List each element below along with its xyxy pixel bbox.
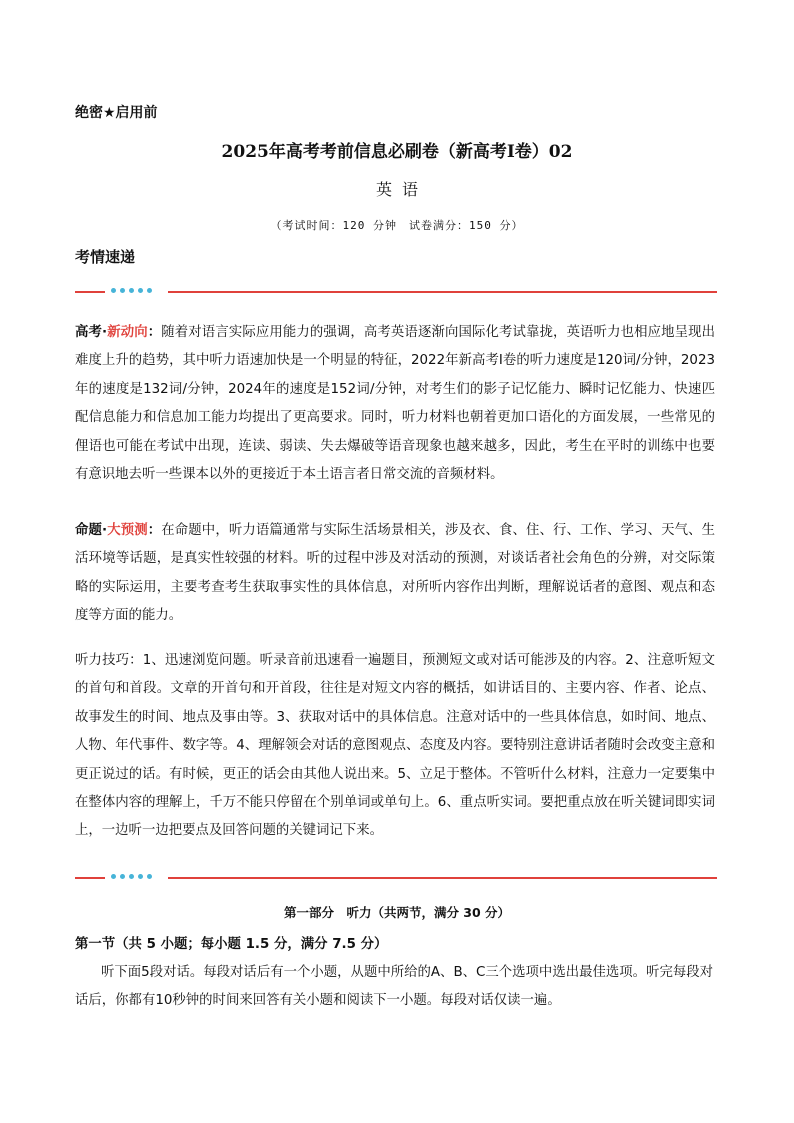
trend-label-colon: ： [147, 325, 162, 340]
divider-dot [138, 288, 143, 293]
divider-line-right [168, 877, 717, 879]
prediction-label-colon: ： [147, 523, 162, 538]
divider-dot [147, 288, 152, 293]
divider-dot [138, 874, 143, 879]
divider-dot [120, 288, 125, 293]
divider-dots [111, 874, 152, 879]
confidential-label: 绝密★启用前 [75, 105, 158, 121]
listening-instructions: 听下面5段对话。每段对话后有一个小题，从题中所给的A、B、C三个选项中选出最佳选项。听完每段对话后，你都有10秒钟的时间来回答有关小题和阅读下一小题。每段对话仅读一遍。 [75, 965, 714, 1009]
tips-paragraph [75, 647, 715, 846]
divider-dots [111, 288, 152, 293]
trend-text: 随着对语言实际应用能力的强调，高考英语逐渐向国际化考试靠拢，英语听力也相应地呈现出难度上升的趋势，其中听力语速加快是一个明显的特征，2022年新高考Ⅰ卷的听力速度是120词/分钟，2023年的速度是132词/分钟，2024年的速度是152词/分钟，对考生们的影子记忆能力、瞬时记忆能力、快速匹配信息能力和信息加工能力均提出了更高要求。同时，听力材料也朝着更加口语化的方面发展，一些常见的俚语也可能在考试中出现，连读、弱读、失去爆破等语音现象也越来越多，因此，考生在平时的训练中也要有意识地去听一些课本以外的更接近于本土语言者日常交流的音频材料。 [75, 325, 716, 483]
page-title: 2025年高考考前信息必刷卷（新高考I卷）02 [221, 142, 573, 162]
prediction-label: 命题· [75, 523, 108, 538]
divider-dot [129, 874, 134, 879]
decorative-divider [75, 873, 717, 883]
prediction-label-highlight: 大预测 [107, 523, 148, 538]
exam-info: （考试时间：120 分钟 试卷满分：150 分） [270, 219, 524, 232]
divider-line-left [75, 877, 105, 879]
divider-line-right [168, 291, 717, 293]
section-one-title: 第一节（共 5 小题；每小题 1.5 分，满分 7.5 分） [75, 937, 388, 952]
divider-line-left [75, 291, 105, 293]
prediction-paragraph [75, 517, 715, 631]
part-one-title: 第一部分 听力（共两节，满分 30 分） [283, 905, 511, 920]
trend-label: 高考· [75, 325, 108, 340]
divider-dot [120, 874, 125, 879]
trend-label-highlight: 新动向 [107, 325, 148, 340]
divider-dot [111, 874, 116, 879]
subject-title: 英语 [375, 180, 428, 199]
overview-heading: 考情速递 [75, 248, 136, 266]
trend-paragraph [75, 319, 715, 489]
divider-dot [129, 288, 134, 293]
divider-dot [111, 288, 116, 293]
decorative-divider [75, 287, 717, 297]
divider-dot [147, 874, 152, 879]
prediction-text: 在命题中，听力语篇通常与实际生活场景相关，涉及衣、食、住、行、工作、学习、天气、生活环境等话题，是真实性较强的材料。听的过程中涉及对活动的预测，对谈话者社会角色的分辨，对交际策略的实际运用，主要考查考生获取事实性的具体信息，对所听内容作出判断，理解说话者的意图、观点和态度等方面的能力。 [75, 523, 716, 624]
tips-text: 听力技巧：1、迅速浏览问题。听录音前迅速看一遍题目，预测短文或对话可能涉及的内容。2、注意听短文的首句和首段。文章的开首句和开首段，往往是对短文内容的概括，如讲话目的、主要内容、作者、论点、故事发生的时间、地点及事由等。3、获取对话中的具体信息。注意对话中的一些具体信息，如时间、地点、人物、年代事件、数字等。4、理解领会对话的意图观点、态度及内容。要特别注意讲话者随时会改变主意和更正说过的话。有时候，更正的话会由其他人说出来。5、立足于整体。不管听什么材料，注意力一定要集中在整体内容的理解上，千万不能只停留在个别单词或单句上。6、重点听实词。要把重点放在听关键词即实词上，一边听一边把要点及回答问题的关键词记下来。 [75, 653, 715, 839]
